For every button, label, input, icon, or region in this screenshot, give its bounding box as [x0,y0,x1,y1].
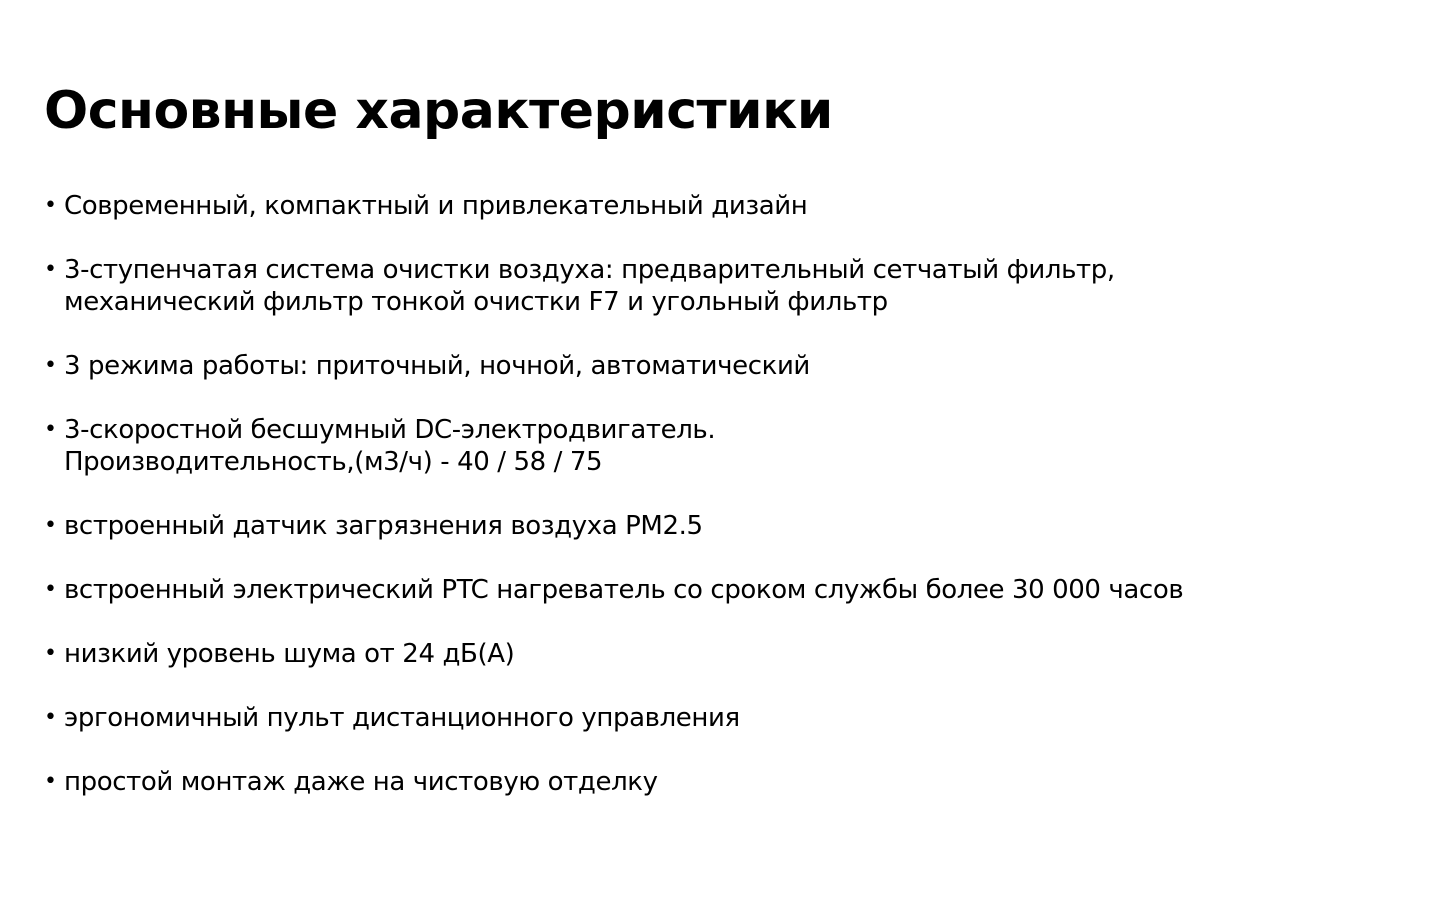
feature-text: эргономичный пульт дистанционного управления [64,703,740,733]
feature-text: Современный, компактный и привлекательный дизайн [64,191,808,221]
bullet-icon: • [44,769,57,794]
feature-item-motor [44,414,1414,478]
bullet-icon: • [44,513,57,538]
slide [44,78,1414,830]
feature-text: 3-ступенчатая система очистки воздуха: предварительный сетчатый фильтр, [64,255,1115,285]
page-title: Основные характеристики [44,81,833,141]
bullet-icon: • [44,577,57,602]
feature-item-heater [44,574,1414,606]
feature-text: простой монтаж даже на чистовую отделку [64,767,658,797]
bullet-icon: • [44,353,57,378]
bullet-icon: • [44,193,57,218]
feature-text: встроенный электрический PTC нагреватель со сроком службы более 30 000 часов [64,575,1184,605]
bullet-icon: • [44,257,57,282]
feature-item-noise [44,638,1414,670]
feature-list [44,190,1414,798]
feature-item-installation [44,766,1414,798]
feature-item-sensor [44,510,1414,542]
feature-item-modes [44,350,1414,382]
feature-item-design [44,190,1414,222]
feature-text: 3-скоростной бесшумный DC-электродвигатель. [64,415,716,445]
feature-item-remote [44,702,1414,734]
feature-text-continued: Производительность,(м3/ч) - 40 / 58 / 75 [64,447,603,477]
feature-text: низкий уровень шума от 24 дБ(А) [64,639,515,669]
feature-item-filtration [44,254,1414,318]
bullet-icon: • [44,417,57,442]
feature-text-continued: механический фильтр тонкой очистки F7 и угольный фильтр [64,287,888,317]
feature-text: встроенный датчик загрязнения воздуха PM2.5 [64,511,703,541]
bullet-icon: • [44,641,57,666]
feature-text: 3 режима работы: приточный, ночной, автоматический [64,351,810,381]
bullet-icon: • [44,705,57,730]
